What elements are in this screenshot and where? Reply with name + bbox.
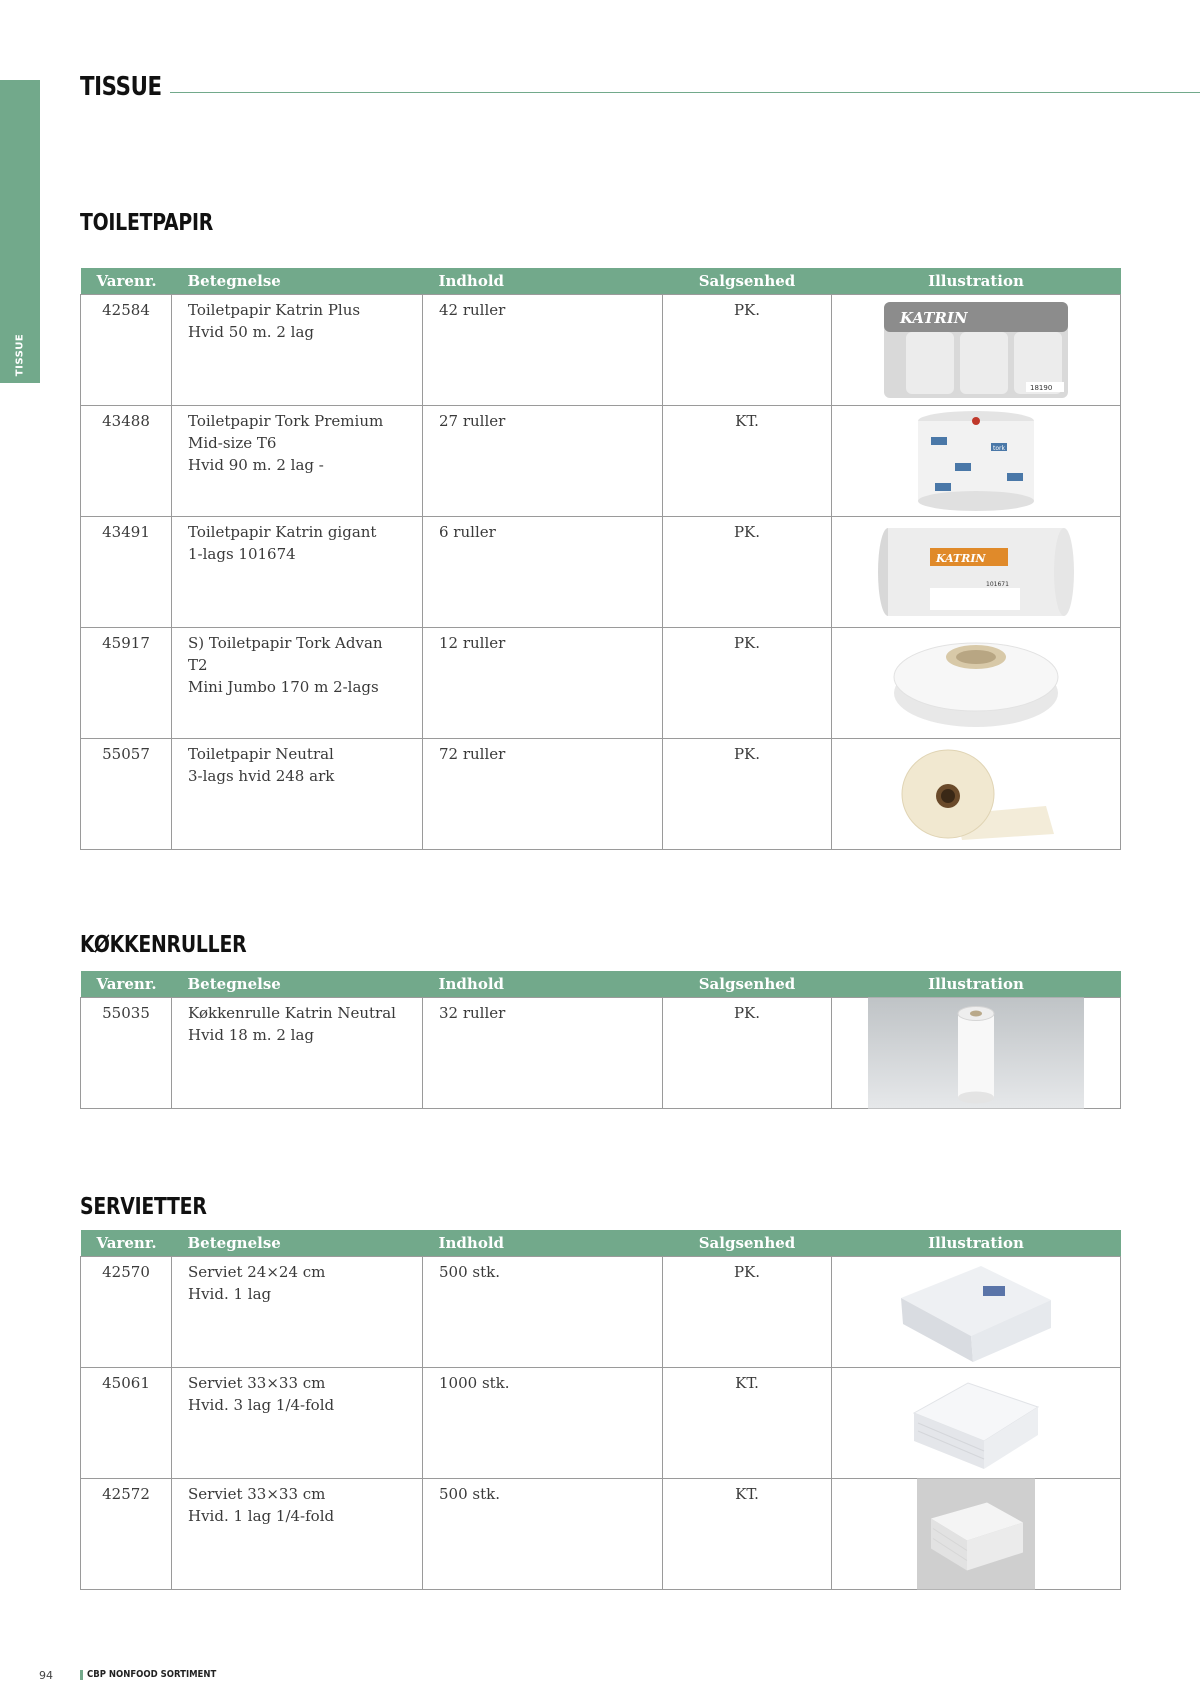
item-description — [172, 295, 423, 406]
header-content: Indhold — [423, 1230, 663, 1257]
tork-premium-roll-icon — [911, 407, 1041, 515]
table-kokkenruller — [80, 971, 1121, 1109]
desc-line: Hvid 50 m. 2 lag — [188, 323, 314, 341]
mini-jumbo-roll-icon — [886, 633, 1066, 733]
pack-label: KATRIN — [936, 552, 986, 565]
desc-line: S) Toiletpapir Tork Advan T2 — [188, 634, 383, 674]
item-number: 55035 — [81, 998, 172, 1109]
footer-mark — [80, 1670, 83, 1680]
item-unit: KT. — [663, 406, 832, 517]
item-number: 42572 — [81, 1479, 172, 1590]
item-illustration — [832, 1479, 1121, 1590]
napkin-pack-icon — [891, 1258, 1061, 1366]
header-content: Indhold — [423, 971, 663, 998]
item-description — [172, 1257, 423, 1368]
section-title-kokkenruller: KØKKENRULLER — [80, 932, 247, 958]
item-unit: PK. — [663, 295, 832, 406]
title-rule — [170, 92, 1200, 93]
header-unit: Salgsenhed — [663, 971, 832, 998]
folded-napkins-icon — [917, 1479, 1035, 1590]
toilet-roll-icon — [896, 744, 1056, 844]
item-content: 42 ruller — [423, 295, 663, 406]
table-row — [81, 295, 1121, 406]
item-number: 42570 — [81, 1257, 172, 1368]
desc-line: Køkkenrulle Katrin Neutral — [188, 1004, 396, 1022]
desc-line: Serviet 33×33 cm — [188, 1374, 326, 1392]
katrin-plus-pack-icon — [876, 296, 1076, 404]
desc-line: Mini Jumbo 170 m 2-lags — [188, 678, 379, 696]
table-row — [81, 517, 1121, 628]
footer-brand: CBP NONFOOD SORTIMENT — [87, 1669, 217, 1680]
table-servietter — [80, 1230, 1121, 1590]
item-number: 45061 — [81, 1368, 172, 1479]
page-title: TISSUE — [80, 72, 162, 102]
item-content: 500 stk. — [423, 1479, 663, 1590]
desc-line: Hvid 90 m. 2 lag - — [188, 456, 324, 474]
item-number: 43491 — [81, 517, 172, 628]
header-unit: Salgsenhed — [663, 1230, 832, 1257]
table-toiletpapir — [80, 268, 1121, 850]
item-content: 12 ruller — [423, 628, 663, 739]
header-desc: Betegnelse — [172, 1230, 423, 1257]
table-row — [81, 1368, 1121, 1479]
item-illustration — [832, 1368, 1121, 1479]
desc-line: Hvid. 3 lag 1/4-fold — [188, 1396, 335, 1414]
item-content: 72 ruller — [423, 739, 663, 850]
item-description — [172, 1368, 423, 1479]
pack-code: 18190 — [1030, 384, 1053, 392]
item-content: 1000 stk. — [423, 1368, 663, 1479]
item-description — [172, 628, 423, 739]
item-unit: PK. — [663, 517, 832, 628]
katrin-gigant-roll-icon — [876, 522, 1076, 622]
desc-line: Toiletpapir Katrin Plus — [188, 301, 361, 319]
header-illustration: Illustration — [832, 268, 1121, 295]
header-desc: Betegnelse — [172, 971, 423, 998]
header-content: Indhold — [423, 268, 663, 295]
table-row — [81, 406, 1121, 517]
item-illustration — [832, 406, 1121, 517]
item-unit: PK. — [663, 998, 832, 1109]
header-illustration: Illustration — [832, 971, 1121, 998]
table-header-row — [81, 268, 1121, 295]
item-number: 42584 — [81, 295, 172, 406]
item-illustration — [832, 517, 1121, 628]
item-content: 32 ruller — [423, 998, 663, 1109]
table-row — [81, 1479, 1121, 1590]
desc-line: Mid-size T6 — [188, 434, 277, 452]
item-illustration — [832, 1257, 1121, 1368]
desc-line: Toiletpapir Tork Premium — [188, 412, 384, 430]
desc-line: 1-lags 101674 — [188, 545, 296, 563]
item-illustration — [832, 295, 1121, 406]
item-illustration — [832, 998, 1121, 1109]
desc-line: Serviet 33×33 cm — [188, 1485, 326, 1503]
item-unit: PK. — [663, 628, 832, 739]
pack-code: 101671 — [986, 581, 1009, 588]
header-unit: Salgsenhed — [663, 268, 832, 295]
item-description — [172, 406, 423, 517]
header-nr: Varenr. — [81, 268, 172, 295]
desc-line: Hvid 18 m. 2 lag — [188, 1026, 314, 1044]
item-content: 6 ruller — [423, 517, 663, 628]
header-nr: Varenr. — [81, 971, 172, 998]
table-row — [81, 1257, 1121, 1368]
section-title-servietter: SERVIETTER — [80, 1194, 207, 1220]
item-content: 500 stk. — [423, 1257, 663, 1368]
header-desc: Betegnelse — [172, 268, 423, 295]
desc-line: Hvid. 1 lag 1/4-fold — [188, 1507, 335, 1525]
desc-line: Toiletpapir Katrin gigant — [188, 523, 377, 541]
desc-line: 3-lags hvid 248 ark — [188, 767, 335, 785]
item-content: 27 ruller — [423, 406, 663, 517]
item-unit: PK. — [663, 739, 832, 850]
item-unit: KT. — [663, 1479, 832, 1590]
pack-label: tork — [993, 445, 1005, 452]
desc-line: Serviet 24×24 cm — [188, 1263, 326, 1281]
pack-label: KATRIN — [900, 309, 968, 327]
item-number: 43488 — [81, 406, 172, 517]
item-illustration — [832, 739, 1121, 850]
kitchen-roll-icon — [868, 998, 1084, 1109]
table-row — [81, 739, 1121, 850]
item-unit: PK. — [663, 1257, 832, 1368]
table-header-row — [81, 1230, 1121, 1257]
table-row — [81, 998, 1121, 1109]
side-tab-label: TISSUE — [14, 333, 26, 377]
item-number: 55057 — [81, 739, 172, 850]
table-row — [81, 628, 1121, 739]
item-number: 45917 — [81, 628, 172, 739]
item-description — [172, 739, 423, 850]
item-description — [172, 998, 423, 1109]
page-number: 94 — [39, 1669, 53, 1682]
napkin-stack-icon — [906, 1369, 1046, 1477]
desc-line: Hvid. 1 lag — [188, 1285, 272, 1303]
header-nr: Varenr. — [81, 1230, 172, 1257]
section-title-toiletpapir: TOILETPAPIR — [80, 210, 214, 236]
item-illustration — [832, 628, 1121, 739]
header-illustration: Illustration — [832, 1230, 1121, 1257]
desc-line: Toiletpapir Neutral — [188, 745, 334, 763]
item-description — [172, 517, 423, 628]
item-description — [172, 1479, 423, 1590]
table-header-row — [81, 971, 1121, 998]
item-unit: KT. — [663, 1368, 832, 1479]
